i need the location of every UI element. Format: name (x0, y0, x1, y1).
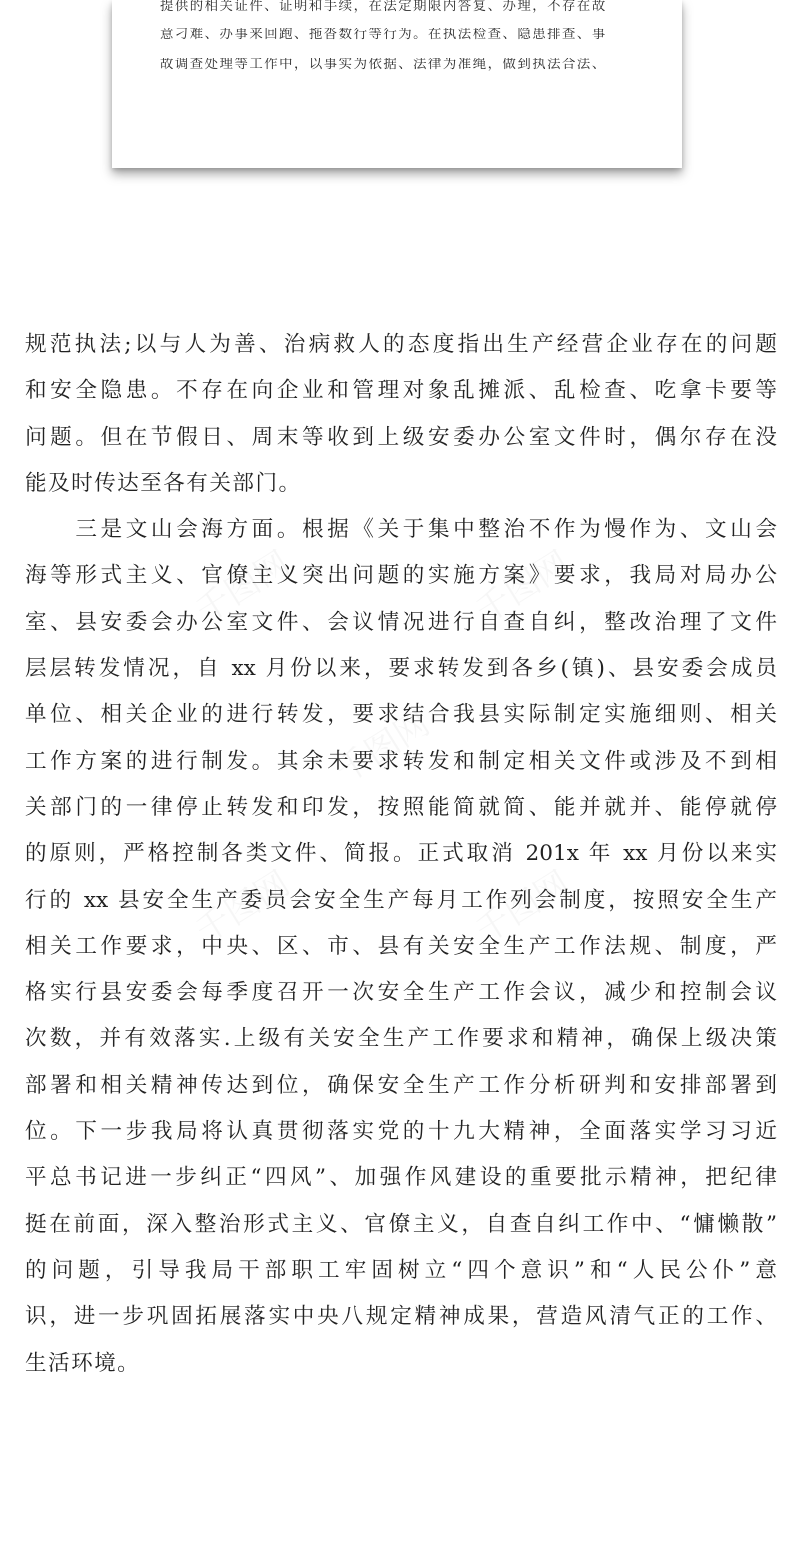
body-line-6: 海等形式主义、官僚主义突出问题的实施方案》要求，我局对局办公 (25, 563, 777, 589)
body-line-21: 的问题，引导我局干部职工牢固树立“四个意识”和“人民公仆”意 (25, 1257, 777, 1283)
preview-line-3: 故调查处理等工作中，以事实为依据、法律为准绳，做到执法合法、 (160, 58, 607, 72)
body-line-18: 位。下一步我局将认真贯彻落实党的十九大精神，全面落实学习习近 (25, 1119, 777, 1145)
body-line-10: 工作方案的进行制发。其余未要求转发和制定相关文件或涉及不到相 (25, 748, 777, 774)
document-preview-card (112, 0, 682, 168)
body-line-5: 三是文山会海方面。根据《关于集中整治不作为慢作为、文山会 (25, 517, 777, 543)
body-line-12: 的原则，严格控制各类文件、简报。正式取消 201x 年 xx 月份以来实 (25, 841, 777, 867)
body-line-9: 单位、相关企业的进行转发，要求结合我县实际制定实施细则、相关 (25, 702, 777, 728)
preview-line-2: 意刁难、办事来回跑、拖沓数行等行为。在执法检查、隐患排查、事 (160, 28, 607, 42)
body-line-16: 次数，并有效落实.上级有关安全生产工作要求和精神，确保上级决策 (25, 1026, 777, 1052)
body-line-7: 室、县安委会办公室文件、会议情况进行自查自纠，整改治理了文件 (25, 609, 777, 635)
body-line-17: 部署和相关精神传达到位，确保安全生产工作分析研判和安排部署到 (25, 1072, 777, 1098)
body-line-23: 生活环境。 (25, 1350, 141, 1376)
body-line-14: 相关工作要求，中央、区、市、县有关安全生产工作法规、制度，严 (25, 933, 777, 959)
body-line-3: 问题。但在节假日、周末等收到上级安委办公室文件时，偶尔存在没 (25, 424, 777, 450)
body-line-2: 和安全隐患。不存在向企业和管理对象乱摊派、乱检查、吃拿卡要等 (25, 378, 777, 404)
body-line-4: 能及时传达至各有关部门。 (25, 470, 302, 496)
body-line-13: 行的 xx 县安全生产委员会安全生产每月工作列会制度，按照安全生产 (25, 887, 777, 913)
body-line-8: 层层转发情况，自 xx 月份以来，要求转发到各乡(镇)、县安委会成员 (25, 656, 777, 682)
body-line-15: 格实行县安委会每季度召开一次安全生产工作会议，减少和控制会议 (25, 980, 777, 1006)
body-line-22: 识，进一步巩固拓展落实中央八规定精神成果，营造风清气正的工作、 (25, 1304, 777, 1330)
body-line-11: 关部门的一律停止转发和印发，按照能简就简、能并就并、能停就停 (25, 794, 777, 820)
document-body (25, 322, 777, 1387)
body-line-19: 平总书记进一步纠正“四风”、加强作风建设的重要批示精神，把纪律 (25, 1165, 777, 1191)
preview-line-1: 提供的相关证件、证明和手续，在法定期限内答复、办理，不存在故 (160, 0, 607, 14)
body-line-1: 规范执法;以与人为善、治病救人的态度指出生产经营企业存在的问题 (25, 332, 777, 357)
body-line-20: 挺在前面，深入整治形式主义、官僚主义，自查自纠工作中、“慵懒散” (25, 1211, 777, 1237)
